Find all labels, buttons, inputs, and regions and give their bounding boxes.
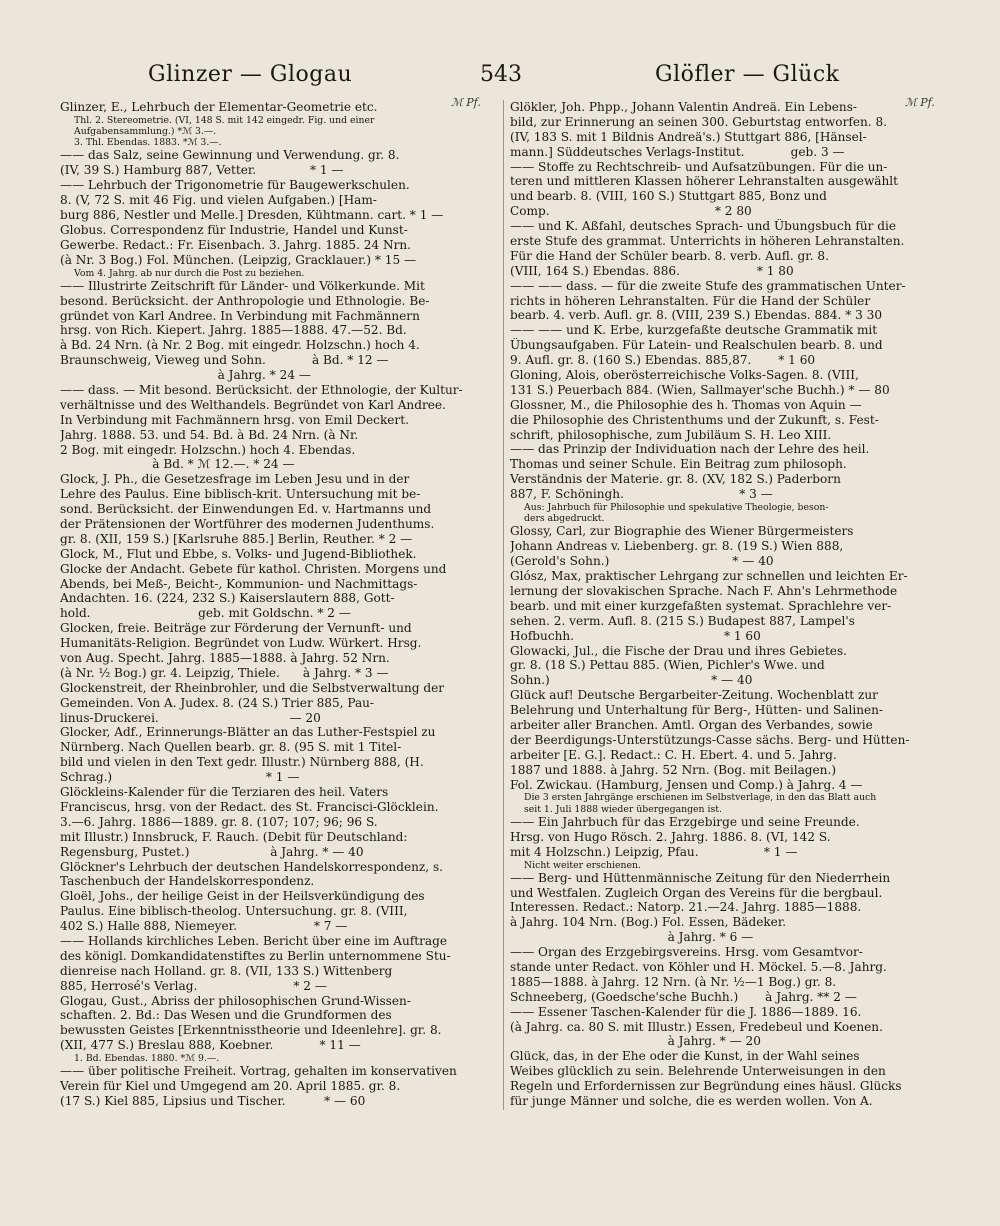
entry-line: 1. Bd. Ebendas. 1880. *ℳ 9.—. [74,1053,220,1065]
entry-line: Regeln und Erfordernissen zur Begründung eines häusl. Glücks [510,1079,902,1094]
entry-line: Humanitäts-Religion. Begründet von Ludw. Würkert. Hrsg. [60,636,422,651]
entry-line: (IV, 39 S.) Hamburg 887, Vetter. * 1 — [60,163,344,178]
entry-line: Andachten. 16. (224, 232 S.) Kaiserslautern 888, Gott- [60,591,395,606]
entry-line: für junge Männer und solche, die es werden wollen. Von A. [510,1094,873,1109]
entry-line: bearb. und mit einer kurzgefaßten systemat. Sprachlehre ver- [510,598,892,613]
entry-line: (à Jahrg. ca. 80 S. mit Illustr.) Essen, Fredebeul und Koenen. [510,1019,883,1034]
entry-line: hold. geb. mit Goldschn. * 2 — [60,606,351,621]
entry-line: Weibes glücklich zu sein. Belehrende Unterweisungen in den [510,1064,886,1079]
entry-line: Glossner, M., die Philosophie des h. Thomas von Aquin — [510,397,862,412]
entry-line: (à Nr. ½ Bog.) gr. 4. Leipzig, Thiele. à Jahrg. * 3 — [60,665,389,680]
entry-line: Glowacki, Jul., die Fische der Drau und ihres Gebietes. [510,643,848,658]
entry-line: Thl. 2. Stereometrie. (VI, 148 S. mit 142 eingedr. Fig. und einer [74,114,375,126]
entry-line: Gemeinden. Von A. Judex. 8. (24 S.) Trier 885, Pau- [60,695,375,710]
entry-line: mit 4 Holzschn.) Leipzig, Pfau. * 1 — [510,844,798,859]
entry-line: —— Stoffe zu Rechtschreib- und Aufsatzübungen. Für die un- [510,159,888,174]
entry-line: Glocke der Andacht. Gebete für kathol. Christen. Morgens und [60,561,447,576]
entry-line: Paulus. Eine biblisch-theolog. Untersuchung. gr. 8. (VIII, [60,904,408,919]
entry-line: Die 3 ersten Jahrgänge erschienen im Selbstverlage, in den das Blatt auch [524,792,877,804]
entry-line: Globus. Correspondenz für Industrie, Handel und Kunst- [60,222,408,237]
entry-line: Schrag.) * 1 — [60,770,300,785]
entry-line: schrift, philosophische, zum Jubiläum S. H. Leo XIII. [510,427,832,442]
entry-line: (Gerold's Sohn.) * — 40 [510,554,774,569]
entry-line: Glöckner's Lehrbuch der deutschen Handelskorrespondenz, s. [60,859,444,874]
entry-line: Nicht weiter erschienen. [524,859,641,871]
entry-line: —— das Prinzip der Individuation nach der Lehre des heil. [510,442,870,457]
entry-line: burg 886, Nestler und Melle.] Dresden, Kühtmann. cart. * 1 — [60,208,444,223]
entry-line: des königl. Domkandidatenstiftes zu Berlin unternommene Stu- [60,948,451,963]
entry-line: Glósz, Max, praktischer Lehrgang zur schnellen und leichten Er- [510,569,908,584]
entry-line: (VIII, 164 S.) Ebendas. 886. * 1 80 [510,263,794,278]
entry-line: bild und vielen in den Text gedr. Illustr.) Nürnberg 888, (H. [60,755,424,770]
entry-line: gr. 8. (XII, 159 S.) [Karlsruhe 885.] Berlin, Reuther. * 2 — [60,531,413,546]
entry-line: —— das Salz, seine Gewinnung und Verwendung. gr. 8. [60,148,400,163]
entry-line: à Jahrg. * — 20 [510,1034,761,1049]
entry-note [60,268,500,279]
entry-line: 3. Thl. Ebendas. 1883. *ℳ 3.—. [74,137,222,149]
entry-line: Franciscus, hrsg. von der Redact. des St. Francisci-Glöcklein. [60,799,439,814]
entry-line: In Verbindung mit Fachmännern hrsg. von Emil Deckert. [60,412,409,427]
entry-line: à Jahrg. 104 Nrn. (Bog.) Fol. Essen, Bädeker. [510,915,787,930]
entry-line: Glocker, Adf., Erinnerungs-Blätter an das Luther-Festspiel zu [60,725,436,740]
entry-line: hrsg. von Rich. Kiepert. Jahrg. 1885—1888. 47.—52. Bd. [60,323,407,338]
entry-note [60,115,500,149]
entry-line: linus-Druckerei. — 20 [60,710,321,725]
catalog-entry [60,279,500,1053]
entry-line: 887, F. Schöningh. * 3 — [510,487,773,502]
entry-line: 8. (V, 72 S. mit 46 Fig. und vielen Aufgaben.) [Ham- [60,193,377,208]
entry-line: und bearb. 8. (VIII, 160 S.) Stuttgart 885, Bonz und [510,189,827,204]
entry-line: (XII, 477 S.) Breslau 888, Koebner. * 11 — [60,1038,361,1053]
entry-line: —— Essener Taschen-Kalender für die J. 1886—1889. 16. [510,1004,862,1019]
entry-line: Für die Hand der Schüler bearb. 8. verb. Aufl. gr. 8. [510,248,829,263]
entry-line: mit Illustr.) Innsbruck, F. Rauch. (Debit für Deutschland: [60,829,408,844]
entry-line: Abends, bei Meß-, Beicht-, Kommunion- und Nachmittags- [60,576,418,591]
entry-line: Jahrg. 1888. 53. und 54. Bd. à Bd. 24 Nrn. (à Nr. [60,427,359,442]
catalog-entry [510,815,950,860]
entry-note [510,860,950,871]
entry-line: mann.] Süddeutsches Verlags-Institut. geb. 3 — [510,144,845,159]
entry-line: Glöckleins-Kalender für die Terziaren des heil. Vaters [60,785,389,800]
page-number: 543 [480,62,522,87]
entry-line: à Bd. 24 Nrn. (à Nr. 2 Bog. mit eingedr. Holzschn.) hoch 4. [60,338,420,353]
entry-line: arbeiter aller Branchen. Amtl. Organ des Verbandes, sowie [510,718,873,732]
left-column [60,100,500,1215]
entry-line: —— Illustrirte Zeitschrift für Länder- und Völkerkunde. Mit [60,278,425,293]
entry-line: Gewerbe. Redact.: Fr. Eisenbach. 3. Jahrg. 1885. 24 Nrn. [60,237,412,252]
amount-label-right: ℳ Pf. [905,96,935,109]
entry-line: 9. Aufl. gr. 8. (160 S.) Ebendas. 885,87. * 1 60 [510,353,816,368]
entry-line: gründet von Karl Andree. In Verbindung mit Fachmännern [60,308,420,323]
entry-note [510,502,950,524]
entry-line: —— Berg- und Hüttenmännische Zeitung für den Niederrhein [510,870,891,885]
entry-line: der Prätensionen der Wortführer des modernen Judenthums. [60,517,435,532]
entry-line: Aufgabensammlung.) *ℳ 3.—. [74,126,217,138]
entry-line: Glocken, freie. Beiträge zur Förderung der Vernunft- und [60,621,412,636]
entry-line: 131 S.) Peuerbach 884. (Wien, Sallmayer'sche Buchh.) * — 80 [510,382,890,397]
entry-line: Glock, J. Ph., die Gesetzesfrage im Leben Jesu und in der [60,472,410,487]
entry-line: arbeiter [E. G.]. Redact.: C. H. Ebert. 4. und 5. Jahrg. [510,747,837,762]
entry-line: gr. 8. (18 S.) Pettau 885. (Wien, Pichler's Wwe. und [510,658,825,673]
entry-line: richts in höheren Lehranstalten. Für die Hand der Schüler [510,293,871,308]
entry-line: sehen. 2. verm. Aufl. 8. (215 S.) Budapest 887, Lampel's [510,613,855,628]
entry-line: bild, zur Erinnerung an seinen 300. Geburtstag entworfen. 8. [510,114,887,129]
entry-line: —— über politische Freiheit. Vortrag, gehalten im konservativen [60,1064,457,1079]
entry-line: Belehrung und Unterhaltung für Berg-, Hütten- und Salinen- [510,703,884,718]
entry-line: Glökler, Joh. Phpp., Johann Valentin Andreä. Ein Lebens- [510,100,858,114]
header-left-range: Glinzer — Glogau [148,62,353,87]
entry-line: —— Ein Jahrbuch für das Erzgebirge und seine Freunde. [510,814,860,829]
entry-line: Fol. Zwickau. (Hamburg, Jensen und Comp.) à Jahrg. 4 — [510,777,863,792]
entry-line: Verständnis der Materie. gr. 8. (XV, 182 S.) Paderborn [510,472,841,487]
entry-line: 3.—6. Jahrg. 1886—1889. gr. 8. (107; 107; 96; 96 S. [60,814,378,829]
page-header [0,62,1000,96]
entry-note [510,792,950,814]
entry-line: à Jahrg. * 24 — [60,368,311,383]
entry-line: besond. Berücksicht. der Anthropologie und Ethnologie. Be- [60,293,430,308]
entry-line: Nürnberg. Nach Quellen bearb. gr. 8. (95 S. mit 1 Titel- [60,740,402,755]
entry-line: Glock, M., Flut und Ebbe, s. Volks- und Jugend-Bibliothek. [60,546,417,561]
entry-line: —— und K. Aßfahl, deutsches Sprach- und Übungsbuch für die [510,219,897,234]
entry-line: Interessen. Redact.: Natorp. 21.—24. Jahrg. 1885—1888. [510,900,862,915]
entry-line: Glück auf! Deutsche Bergarbeiter-Zeitung. Wochenblatt zur [510,688,878,703]
entry-line: à Jahrg. * 6 — [510,930,754,945]
entry-line: Taschenbuch der Handelskorrespondenz. [60,874,315,889]
entry-line: Lehre des Paulus. Eine biblisch-krit. Untersuchung mit be- [60,487,421,502]
entry-line: Regensburg, Pustet.) à Jahrg. * — 40 [60,844,364,859]
entry-line: erste Stufe des grammat. Unterrichts in höheren Lehranstalten. [510,234,905,249]
entry-line: und Westfalen. Zugleich Organ des Vereins für die bergbaul. [510,885,883,900]
catalog-entry [510,524,950,792]
entry-line: Johann Andreas v. Liebenberg. gr. 8. (19 S.) Wien 888, [510,539,844,554]
entry-line: die Philosophie des Christenthums und der Zukunft, s. Fest- [510,412,879,427]
right-column [510,100,950,1215]
entry-line: seit 1. Juli 1888 wieder übergegangen ist. [524,803,722,815]
entry-line: 2 Bog. mit eingedr. Holzschn.) hoch 4. Ebendas. [60,442,356,457]
entry-line: bewussten Geistes [Erkenntnisstheorie und Ideenlehre]. gr. 8. [60,1023,442,1038]
catalog-entry [510,871,950,1109]
entry-line: (à Nr. 3 Bog.) Fol. München. (Leipzig, Gracklauer.) * 15 — [60,252,417,267]
entry-line: Vom 4. Jahrg. ab nur durch die Post zu beziehen. [74,267,305,279]
entry-line: Verein für Kiel und Umgegend am 20. April 1885. gr. 8. [60,1079,401,1094]
entry-line: lernung der slovakischen Sprache. Nach F. Ahn's Lehrmethode [510,583,898,598]
entry-line: bearb. 4. verb. Aufl. gr. 8. (VIII, 239 S.) Ebendas. 884. * 3 30 [510,308,883,323]
entry-line: Thomas und seiner Schule. Ein Beitrag zum philosoph. [510,457,847,472]
entry-line: Glossy, Carl, zur Biographie des Wiener Bürgermeisters [510,524,854,539]
entry-note [60,1053,500,1064]
entry-line: —— —— dass. — für die zweite Stufe des grammatischen Unter- [510,278,906,293]
entry-line: Glockenstreit, der Rheinbrohler, und die Selbstverwaltung der [60,680,445,695]
entry-line: verhältnisse und des Welthandels. Begründet von Karl Andree. [60,397,446,412]
entry-line: Glogau, Gust., Abriss der philosophischen Grund-Wissen- [60,993,411,1008]
catalog-entry [60,148,500,267]
entry-line: Braunschweig, Vieweg und Sohn. à Bd. * 12 — [60,353,389,368]
entry-line: (17 S.) Kiel 885, Lipsius und Tischer. * — 60 [60,1094,366,1109]
entry-line: Glück, das, in der Ehe oder die Kunst, in der Wahl seines [510,1049,860,1064]
entry-line: à Bd. * ℳ 12.—. * 24 — [60,457,295,472]
entry-line: —— Organ des Erzgebirgsvereins. Hrsg. vom Gesamtvor- [510,945,863,960]
entry-line: (IV, 183 S. mit 1 Bildnis Andreä's.) Stuttgart 886, [Hänsel- [510,129,867,144]
entry-line: —— —— und K. Erbe, kurzgefaßte deutsche Grammatik mit [510,323,878,338]
entry-line: schaften. 2. Bd.: Das Wesen und die Grundformen des [60,1008,392,1023]
entry-line: stande unter Redact. von Köhler und H. Möckel. 5.—8. Jahrg. [510,960,887,975]
entry-line: dienreise nach Holland. gr. 8. (VII, 133 S.) Wittenberg [60,963,393,978]
amount-label-left: ℳ Pf. [451,96,481,109]
entry-line: von Aug. Specht. Jahrg. 1885—1888. à Jahrg. 52 Nrn. [60,651,390,666]
entry-line: ders abgedruckt. [524,513,605,525]
catalog-entry [60,1064,500,1109]
entry-line: Comp. * 2 80 [510,204,752,219]
entry-line: Gloning, Alois, oberösterreichische Volks-Sagen. 8. (VIII, [510,368,859,383]
entry-line: sond. Berücksicht. der Einwendungen Ed. v. Hartmanns und [60,502,432,517]
entry-line: Hofbuchh. * 1 60 [510,628,761,643]
entry-line: Hrsg. von Hugo Rösch. 2. Jahrg. 1886. 8. (VI, 142 S. [510,829,831,844]
header-right-range: Glöfler — Glück [655,62,840,87]
entry-line: teren und mittleren Klassen höherer Lehranstalten ausgewählt [510,174,899,189]
entry-line: Glinzer, E., Lehrbuch der Elementar-Geometrie etc. [60,100,378,114]
entry-line: 1885—1888. à Jahrg. 12 Nrn. (à Nr. ½—1 Bog.) gr. 8. [510,974,837,989]
entry-line: Gloël, Johs., der heilige Geist in der Heilsverkündigung des [60,889,425,904]
entry-line: Übungsaufgaben. Für Latein- und Realschulen bearb. 8. und [510,338,883,353]
catalog-entry [60,100,500,115]
column-divider [503,100,504,1110]
entry-line: 1887 und 1888. à Jahrg. 52 Nrn. (Bog. mit Beilagen.) [510,762,837,777]
entry-line: Aus: Jahrbuch für Philosophie und spekulative Theologie, beson- [524,502,829,514]
entry-line: —— Hollands kirchliches Leben. Bericht über eine im Auftrage [60,933,448,948]
entry-line: Sohn.) * — 40 [510,673,753,688]
entry-line: 402 S.) Halle 888, Niemeyer. * 7 — [60,919,348,934]
entry-line: 885, Herrosé's Verlag. * 2 — [60,978,327,993]
entry-line: —— dass. — Mit besond. Berücksicht. der Ethnologie, der Kultur- [60,383,463,397]
entry-line: der Beerdigungs-Unterstützungs-Casse sächs. Berg- und Hütten- [510,732,910,747]
entry-line: Schneeberg, (Goedsche'sche Buchh.) à Jahrg. ** 2 — [510,989,857,1004]
entry-line: —— Lehrbuch der Trigonometrie für Baugewerkschulen. [60,178,410,193]
catalog-entry [510,100,950,502]
